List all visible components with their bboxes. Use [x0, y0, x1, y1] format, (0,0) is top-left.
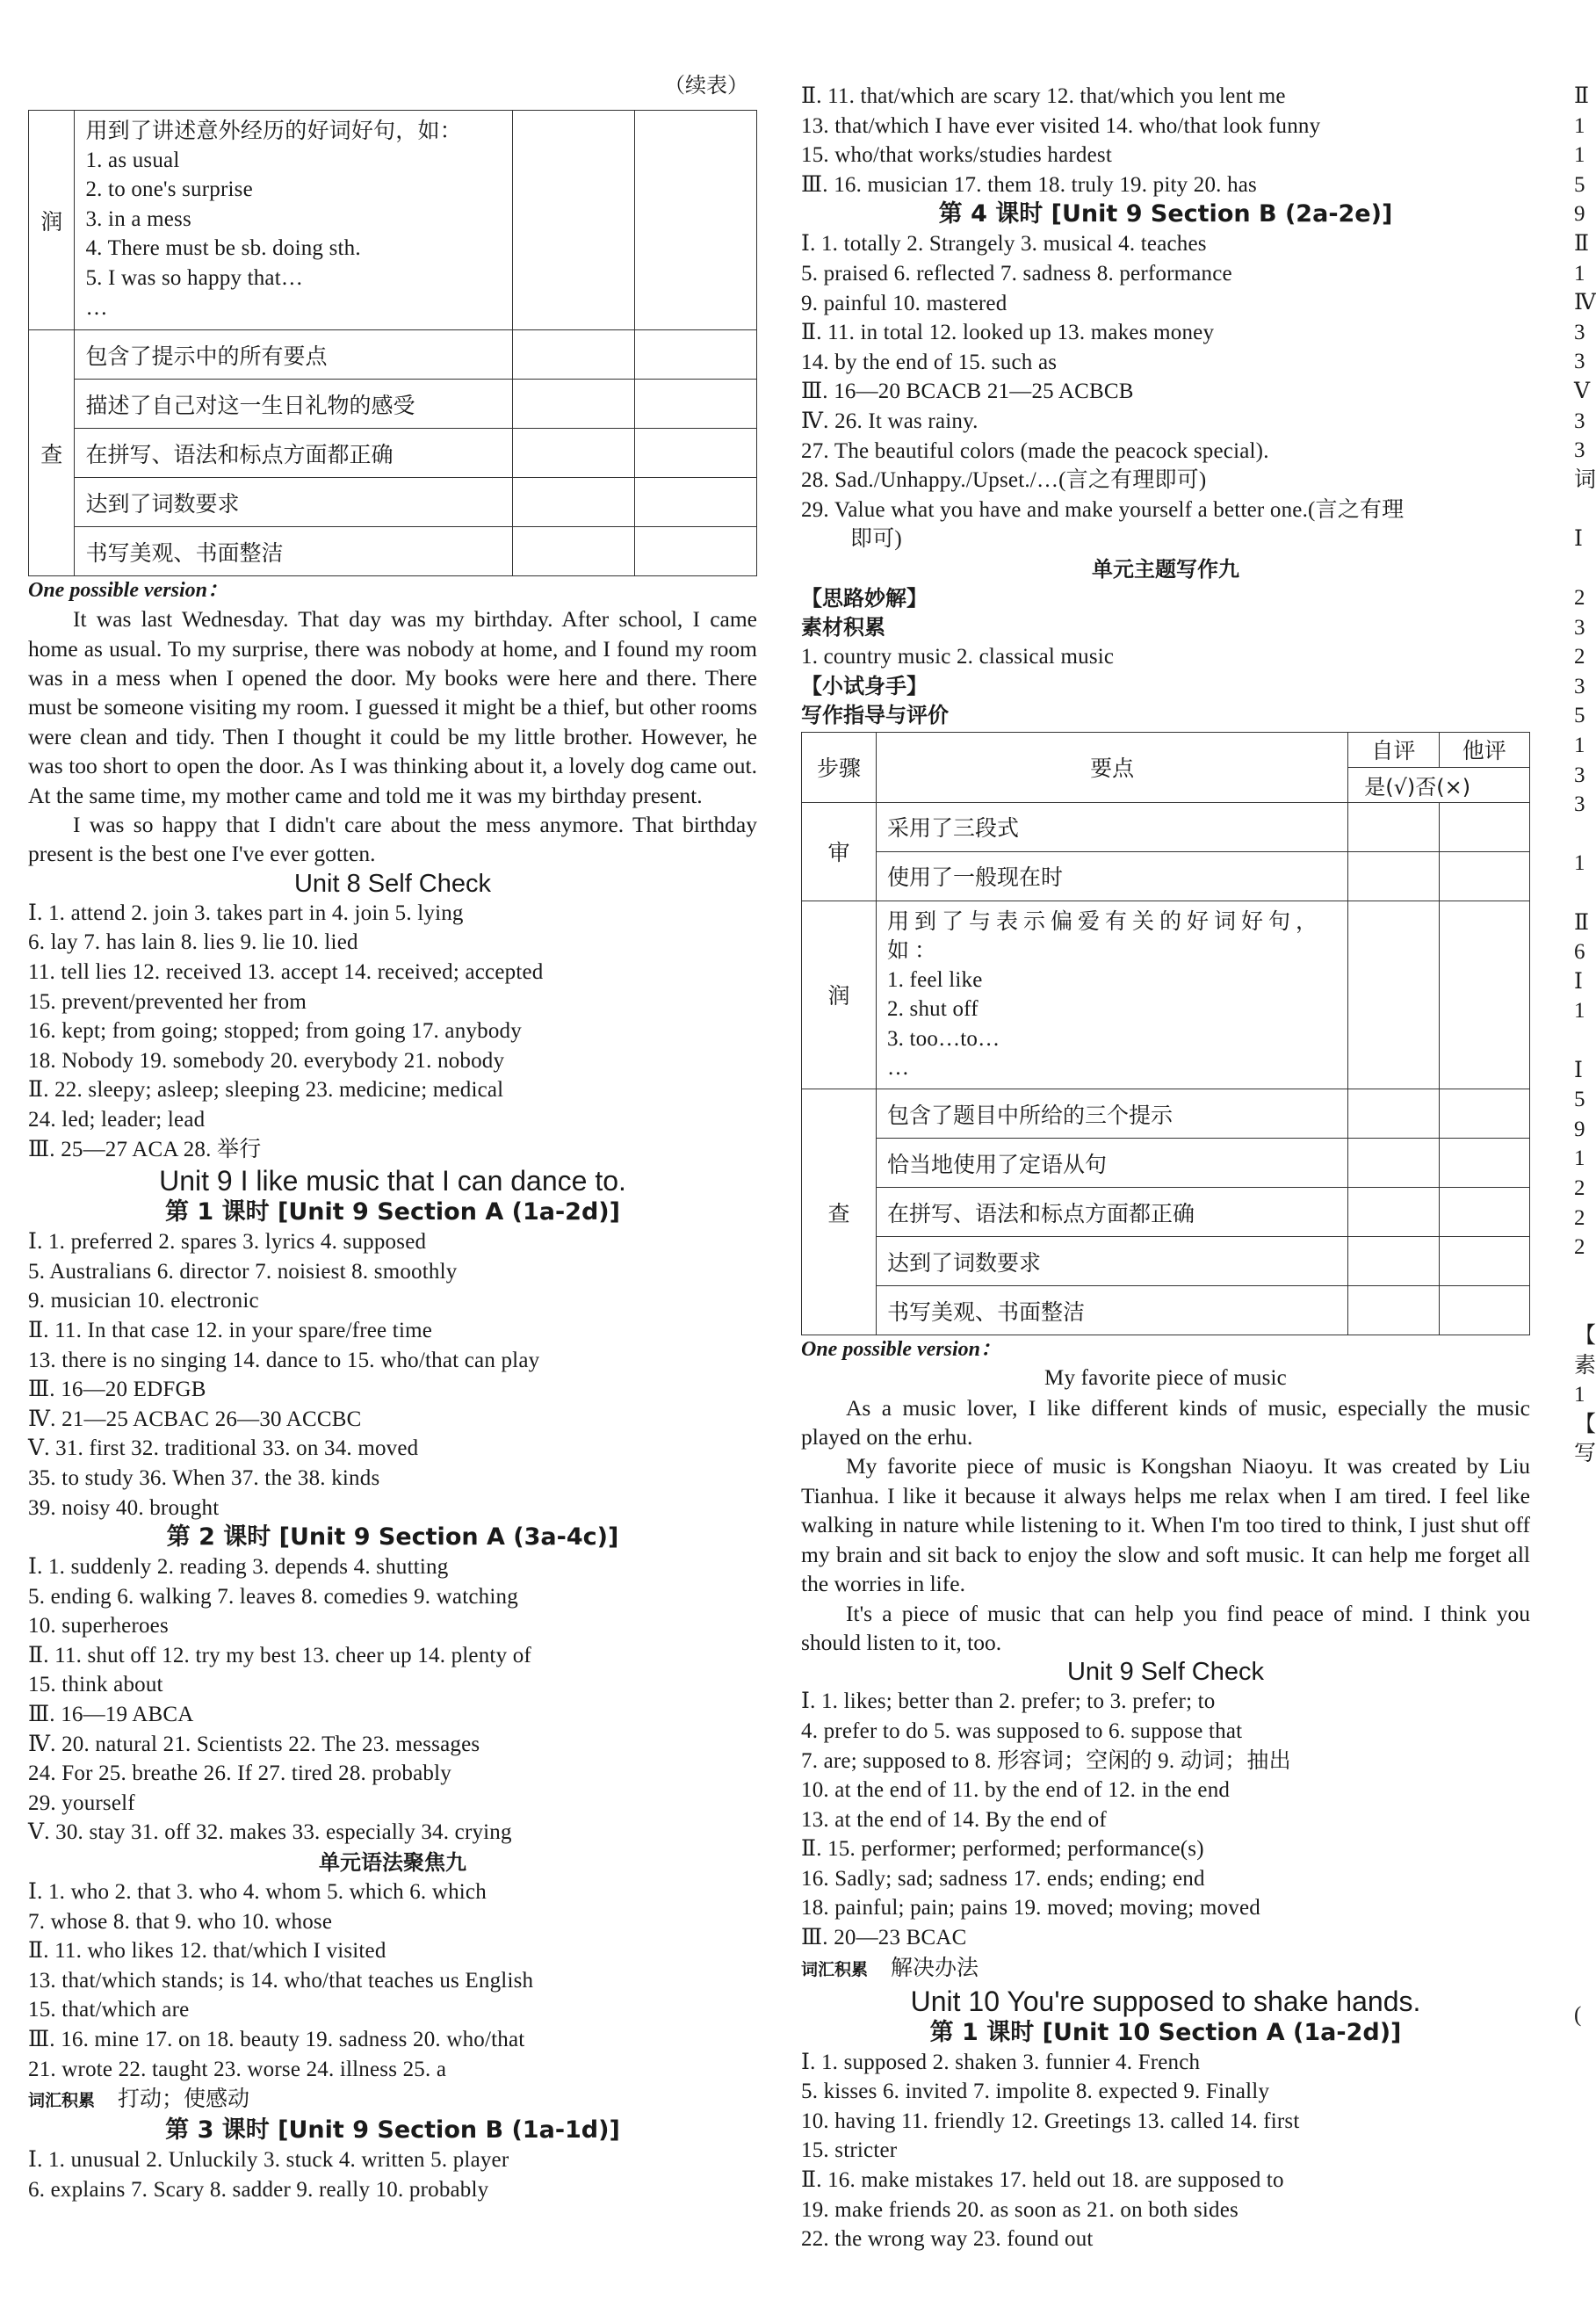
- answer-line: Ⅰ. 1. supposed 2. shaken 3. funnier 4. French: [801, 2050, 1201, 2074]
- cha-label: 查: [802, 1089, 877, 1335]
- edge-char: Ⅰ: [1574, 526, 1583, 551]
- answer-line: Ⅲ. 16—20 EDFGB: [28, 1378, 206, 1402]
- edge-char: 1: [1574, 999, 1585, 1024]
- edge-char: [1574, 1587, 1589, 1617]
- edge-char: 1: [1574, 1147, 1585, 1171]
- answer-line: 16. kept; from going; stopped; from going 17. anybody: [28, 1019, 522, 1044]
- lesson1-answers: [28, 1227, 757, 1523]
- answer-line: 5. ending 6. walking 7. leaves 8. comedies 9. watching: [28, 1584, 518, 1609]
- answer-line: 5. kisses 6. invited 7. impolite 8. expected 9. Finally: [801, 2080, 1270, 2104]
- vocab-note: [801, 1953, 1530, 1985]
- answer-line: Ⅰ. 1. preferred 2. spares 3. lyrics 4. supposed: [28, 1230, 427, 1255]
- edge-char: Ⅰ: [1574, 1058, 1583, 1082]
- edge-char: 【: [1574, 1323, 1596, 1348]
- vocab-note: [28, 2084, 757, 2116]
- check-item: 描述了自己对这一生日礼物的感受: [75, 380, 513, 429]
- edge-char: 1: [1574, 261, 1585, 286]
- answer-line: Ⅱ. 11. In that case 12. in your spare/free time: [28, 1318, 433, 1342]
- lesson2-title: 第 2 课时 [Unit 9 Section A (3a-4c)]: [166, 1523, 619, 1552]
- yes-no-header: 是(√)否(×): [1348, 767, 1530, 802]
- run-point: 4. There must be sb. doing sth.: [85, 236, 361, 261]
- answer-line: 14. by the end of 15. such as: [801, 350, 1058, 374]
- answer-line: 18. Nobody 19. somebody 20. everybody 21. nobody: [28, 1048, 505, 1073]
- edge-char: Ⅰ: [1574, 969, 1583, 994]
- answer-line: 10. having 11. friendly 12. Greetings 13. called 14. first: [801, 2109, 1300, 2133]
- edge-char: [1574, 1026, 1589, 1056]
- middle-column: [801, 82, 1530, 2254]
- edge-char: 词: [1574, 467, 1596, 492]
- edge-char: [1574, 1853, 1589, 1883]
- edge-char: [1574, 2088, 1589, 2118]
- answer-line: Ⅴ. 30. stay 31. off 32. makes 33. especially 34. crying: [28, 1820, 512, 1845]
- edge-char: [1574, 2148, 1589, 2178]
- lesson3-answers: [28, 2145, 757, 2204]
- lesson3-title: 第 3 课时 [Unit 9 Section B (1a-1d)]: [165, 2116, 620, 2145]
- run-point: 3. in a mess: [85, 206, 191, 231]
- lesson3-answers-continued: [801, 82, 1530, 199]
- answer-line: Ⅱ. 16. make mistakes 17. held out 18. are supposed to: [801, 2168, 1284, 2193]
- vocab-label: 词汇积累: [28, 2091, 96, 2111]
- answer-line: Ⅴ. 31. first 32. traditional 33. on 34. moved: [28, 1436, 419, 1461]
- edge-char: [1574, 1646, 1589, 1675]
- edge-char: [1574, 1882, 1589, 1912]
- edge-char: 3: [1574, 320, 1585, 344]
- edge-char: 9: [1574, 1117, 1585, 1141]
- essay-paragraph: It's a piece of music that can help you find peace of mind. I think you should listen to it, too.: [801, 1600, 1530, 1655]
- unit9-title: Unit 9 I like music that I can dance to.: [159, 1165, 626, 1197]
- edge-char: (: [1574, 2002, 1582, 2027]
- run-point: …: [85, 295, 108, 320]
- answer-line: 13. there is no singing 14. dance to 15. who/that can play: [28, 1348, 540, 1372]
- edge-char: 9: [1574, 202, 1585, 227]
- answer-line: 35. to study 36. When 37. the 38. kinds: [28, 1465, 380, 1490]
- answer-line: Ⅲ. 16—19 ABCA: [28, 1703, 194, 1727]
- edge-char: Ⅳ: [1574, 291, 1596, 315]
- answer-line: Ⅲ. 16. mine 17. on 18. beauty 19. sadness 20. who/that: [28, 2028, 525, 2051]
- answer-line: 6. explains 7. Scary 8. sadder 9. really 10. probably: [28, 2177, 489, 2202]
- answer-line: Ⅱ. 11. shut off 12. try my best 13. cheer up 14. plenty of: [28, 1643, 531, 1667]
- one-possible-version-label: One possible version：: [801, 1338, 1001, 1362]
- answer-line: 15. that/which are: [28, 1998, 190, 2022]
- right-edge-cut-column: [1574, 82, 1596, 2266]
- one-possible-version-label: One possible version：: [28, 579, 228, 603]
- edge-char: [1574, 495, 1589, 524]
- answer-line: Ⅲ. 25—27 ACA 28. 举行: [28, 1137, 262, 1161]
- edge-char: [1574, 1469, 1589, 1499]
- edge-char: 素: [1574, 1353, 1596, 1378]
- essay-title: My favorite piece of music: [1044, 1366, 1287, 1391]
- vocab-text: 打动；使感动: [118, 2086, 250, 2112]
- guide-label: 写作指导与评价: [801, 702, 949, 727]
- cha-item: 包含了题目中所给的三个提示: [876, 1089, 1347, 1139]
- edge-char: 3: [1574, 409, 1585, 433]
- edge-char: 5: [1574, 1088, 1585, 1112]
- answer-line: 9. musician 10. electronic: [28, 1289, 259, 1313]
- shen-label: 审: [802, 802, 877, 901]
- edge-char: [1574, 1823, 1589, 1853]
- grammar-answers: [28, 1877, 757, 2084]
- edge-char: [1574, 2236, 1589, 2266]
- edge-char: 3: [1574, 792, 1585, 817]
- answer-line: 4. prefer to do 5. was supposed to 6. suppose that: [801, 1718, 1243, 1743]
- answer-line: 即可): [850, 527, 902, 552]
- answer-line: 5. Australians 6. director 7. noisiest 8. smoothly: [28, 1259, 458, 1284]
- answer-line: 24. led; leader; lead: [28, 1107, 206, 1132]
- unit10-lesson1-title: 第 1 课时 [Unit 10 Section A (1a-2d)]: [929, 2018, 1402, 2046]
- answer-line: 24. For 25. breathe 26. If 27. tired 28. probably: [28, 1761, 451, 1786]
- edge-char: [1574, 820, 1589, 850]
- edge-char: 1: [1574, 851, 1585, 876]
- cha-item: 书写美观、书面整洁: [876, 1286, 1347, 1335]
- edge-char: [1574, 2207, 1589, 2237]
- edge-char: 3: [1574, 350, 1585, 374]
- run-points-2: [876, 901, 1347, 1089]
- answer-line: 13. that/which I have ever visited 14. who/that look funny: [801, 113, 1321, 138]
- edge-char: 2: [1574, 586, 1585, 611]
- answer-line: 15. stricter: [801, 2138, 898, 2163]
- answer-line: 13. that/which stands; is 14. who/that teaches us English: [28, 1968, 534, 1993]
- unit9-self-check-title: Unit 9 Self Check: [1066, 1658, 1265, 1687]
- edge-char: 写: [1574, 1442, 1596, 1466]
- evaluation-table-2: [801, 732, 1530, 1336]
- essay-paragraph: My favorite piece of music is Kongshan Niaoyu. It was created by Liu Tianhua. I like it because it always helps me relax when I am tired. I feel like walking in nature while listening to it. When I'm too tired to think, I just shut off my brain and sit back to enjoy the slow and soft music. It can help me forget all the worries in life.: [801, 1453, 1530, 1597]
- edge-char: [1574, 1941, 1589, 1971]
- writing-title: 单元主题写作九: [1092, 556, 1239, 582]
- lesson4-answers: [801, 229, 1530, 554]
- edge-char: 1: [1574, 143, 1585, 168]
- answer-line: Ⅰ. 1. likes; better than 2. prefer; to 3. prefer; to: [801, 1689, 1216, 1714]
- edge-char: 3: [1574, 763, 1585, 787]
- run-point: 用到了与表示偏爱有关的好词好句，如：: [886, 908, 1323, 964]
- essay-paragraph: I was so happy that I didn't care about the mess anymore. That birthday present is the best one I've ever gotten.: [28, 812, 757, 867]
- grammar-title: 单元语法聚焦九: [319, 1850, 466, 1876]
- edge-char: Ⅱ: [1574, 231, 1589, 256]
- answer-line: Ⅲ. 16. musician 17. them 18. truly 19. pity 20. has: [801, 172, 1257, 197]
- answer-line: Ⅰ. 1. suddenly 2. reading 3. depends 4. shutting: [28, 1555, 449, 1580]
- answer-line: 10. superheroes: [28, 1614, 169, 1638]
- run-point: 用到了讲述意外经历的好词好句，如：: [85, 118, 462, 143]
- lesson1-title: 第 1 课时 [Unit 9 Section A (1a-2d)]: [165, 1198, 620, 1226]
- answer-line: 9. painful 10. mastered: [801, 291, 1007, 315]
- answer-line: 7. whose 8. that 9. who 10. whose: [28, 1909, 333, 1934]
- run-point: 1. as usual: [85, 148, 180, 172]
- edge-char: [1574, 1734, 1589, 1764]
- edge-char: Ⅱ: [1574, 910, 1589, 935]
- edge-char: [1574, 1675, 1589, 1705]
- check-item: 在拼写、语法和标点方面都正确: [75, 429, 513, 478]
- answer-line: Ⅱ. 11. who likes 12. that/which I visited: [28, 1939, 386, 1964]
- check-item: 包含了提示中的所有要点: [75, 330, 513, 380]
- answer-line: 10. at the end of 11. by the end of 12. in the end: [801, 1778, 1231, 1803]
- edge-char: [1574, 1262, 1589, 1292]
- cha-item: 在拼写、语法和标点方面都正确: [876, 1188, 1347, 1237]
- edge-char: [1574, 2029, 1589, 2059]
- answer-line: 16. Sadly; sad; sadness 17. ends; ending; end: [801, 1866, 1205, 1891]
- answer-line: Ⅲ. 16—20 BCACB 21—25 ACBCB: [801, 380, 1134, 404]
- cha-item: 达到了词数要求: [876, 1237, 1347, 1286]
- edge-char: 3: [1574, 615, 1585, 640]
- answer-line: 29. yourself: [28, 1790, 135, 1815]
- answer-line: 6. lay 7. has lain 8. lies 9. lie 10. lied: [28, 930, 358, 955]
- self-eval-cell: [513, 111, 635, 330]
- edge-char: [1574, 2177, 1589, 2207]
- run-point: 3. too…to…: [886, 1026, 1000, 1051]
- peer-eval-cell: [635, 111, 757, 330]
- unit8-self-check-answers: [28, 899, 757, 1164]
- unit10-lesson1-answers: [801, 2048, 1530, 2254]
- right-edge-chars: [1574, 82, 1596, 2266]
- shen-item: 使用了一般现在时: [876, 851, 1347, 901]
- answer-line: 28. Sad./Unhappy./Upset./…(言之有理即可): [801, 468, 1207, 493]
- edge-char: 3: [1574, 674, 1585, 698]
- evaluation-table-1: [28, 110, 757, 576]
- edge-char: [1574, 1912, 1589, 1942]
- unit8-self-check-title: Unit 8 Self Check: [293, 869, 492, 898]
- left-column: [28, 75, 757, 2204]
- run-points: [75, 111, 513, 330]
- answer-line: Ⅳ. 26. It was rainy.: [801, 409, 979, 433]
- answer-line: 21. wrote 22. taught 23. worse 24. illness 25. a: [28, 2057, 447, 2081]
- answer-line: 13. at the end of 14. By the end of: [801, 1807, 1107, 1832]
- edge-char: 6: [1574, 940, 1585, 965]
- run-point: 2. shut off: [886, 997, 979, 1022]
- material-line: 1. country music 2. classical music: [801, 644, 1115, 669]
- edge-char: [1574, 1764, 1589, 1794]
- edge-char: [1574, 554, 1589, 584]
- edge-char: 5: [1574, 172, 1585, 197]
- edge-char: Ⅱ: [1574, 84, 1589, 108]
- answer-line: 19. make friends 20. as soon as 21. on both sides: [801, 2197, 1239, 2222]
- answer-line: Ⅳ. 20. natural 21. Scientists 22. The 23. messages: [28, 1732, 480, 1756]
- answer-line: 22. the wrong way 23. found out: [801, 2227, 1094, 2252]
- practice-label: 【小试身手】: [801, 673, 928, 698]
- points-header: 要点: [876, 732, 1347, 802]
- answer-line: 5. praised 6. reflected 7. sadness 8. performance: [801, 261, 1232, 286]
- tips-label: 【思路妙解】: [801, 585, 928, 611]
- edge-char: Ⅴ: [1574, 379, 1591, 403]
- self-eval-header: 自评: [1348, 732, 1439, 767]
- answer-line: Ⅰ. 1. totally 2. Strangely 3. musical 4. teaches: [801, 232, 1207, 257]
- edge-char: 1: [1574, 734, 1585, 758]
- answer-line: Ⅱ. 11. that/which are scary 12. that/which you lent me: [801, 84, 1286, 108]
- answer-line: Ⅰ. 1. who 2. that 3. who 4. whom 5. which 6. which: [28, 1880, 487, 1905]
- answer-line: Ⅰ. 1. unusual 2. Unluckily 3. stuck 4. written 5. player: [28, 2148, 509, 2173]
- run-point: 5. I was so happy that…: [85, 265, 304, 290]
- edge-char: [1574, 1971, 1589, 2000]
- edge-char: 1: [1574, 113, 1585, 138]
- continued-label: （续表）: [664, 73, 748, 98]
- lesson4-title: 第 4 课时 [Unit 9 Section B (2a-2e)]: [938, 200, 1393, 228]
- edge-char: [1574, 2059, 1589, 2089]
- edge-char: [1574, 1499, 1589, 1529]
- edge-char: [1574, 1617, 1589, 1646]
- run-point: 2. to one's surprise: [85, 177, 253, 202]
- answer-line: Ⅱ. 15. performer; performed; performance(s): [801, 1837, 1204, 1862]
- answer-line: 15. who/that works/studies hardest: [801, 143, 1112, 168]
- answer-line: Ⅳ. 21—25 ACBAC 26—30 ACCBC: [28, 1407, 362, 1431]
- edge-char: [1574, 2118, 1589, 2148]
- edge-char: [1574, 1291, 1589, 1321]
- answer-line: 18. painful; pain; pains 19. moved; moving; moved: [801, 1896, 1260, 1921]
- check-item: 达到了词数要求: [75, 478, 513, 527]
- edge-char: [1574, 1528, 1589, 1558]
- edge-char: 2: [1574, 1205, 1585, 1230]
- answer-line: 29. Value what you have and make yourself a better one.(言之有理: [801, 497, 1405, 522]
- answer-line: 15. prevent/prevented her from: [28, 989, 307, 1014]
- check-item: 书写美观、书面整洁: [75, 527, 513, 576]
- lesson2-answers: [28, 1552, 757, 1848]
- answer-line: Ⅲ. 20—23 BCAC: [801, 1926, 967, 1950]
- vocab-label: 词汇积累: [801, 1959, 869, 1979]
- shen-item: 采用了三段式: [876, 802, 1347, 851]
- edge-char: 1: [1574, 1383, 1585, 1407]
- answer-line: Ⅱ. 22. sleepy; asleep; sleeping 23. medicine; medical: [28, 1078, 504, 1103]
- edge-char: 2: [1574, 645, 1585, 669]
- edge-char: [1574, 879, 1589, 908]
- answer-line: 15. think about: [28, 1673, 163, 1697]
- essay-paragraph: As a music lover, I like different kinds of music, especially the music played on the erhu.: [801, 1394, 1530, 1450]
- unit10-title: Unit 10 You're supposed to shake hands.: [910, 1985, 1421, 2017]
- run-point: 1. feel like: [886, 967, 983, 992]
- edge-char: 2: [1574, 1175, 1585, 1200]
- answer-line: 7. are; supposed to 8. 形容词；空闲的 9. 动词；抽出: [801, 1748, 1291, 1773]
- step-header: 步骤: [802, 732, 877, 802]
- run-point: …: [886, 1056, 910, 1081]
- check-label: 查: [29, 330, 75, 576]
- answer-line: 27. The beautiful colors (made the peacock special).: [801, 438, 1269, 463]
- edge-char: [1574, 1793, 1589, 1823]
- edge-char: [1574, 1558, 1589, 1588]
- cha-item: 恰当地使用了定语从句: [876, 1139, 1347, 1188]
- edge-char: 5: [1574, 704, 1585, 728]
- essay-paragraph: It was last Wednesday. That day was my birthday. After school, I came home as usual. To my surprise, there was nobody at home, and I found my room was in a mess when I opened the door. My books were here and there. There must be someone visiting my room. I guessed it might be a thief, but other rooms were clean and tidy. Then I thought it could be my little brother. However, he was too short to open the door. As I was thinking about it, a lovely dog came out. At the same time, my mother came and told me it was my birthday present.: [28, 606, 757, 808]
- answer-line: Ⅱ. 11. in total 12. looked up 13. makes money: [801, 321, 1215, 345]
- edge-char: 【: [1574, 1412, 1596, 1436]
- unit9-self-check-answers: [801, 1687, 1530, 1952]
- vocab-text: 解决办法: [891, 1954, 979, 1980]
- edge-char: 2: [1574, 1235, 1585, 1260]
- edge-char: [1574, 1705, 1589, 1735]
- edge-char: 3: [1574, 438, 1585, 463]
- run-label: 润: [29, 111, 75, 330]
- peer-eval-header: 他评: [1439, 732, 1529, 767]
- answer-line: 39. noisy 40. brought: [28, 1495, 220, 1520]
- answer-line: Ⅰ. 1. attend 2. join 3. takes part in 4. join 5. lying: [28, 901, 464, 925]
- answer-line: 11. tell lies 12. received 13. accept 14. received; accepted: [28, 960, 544, 984]
- run-label-2: 润: [802, 901, 877, 1089]
- material-label: 素材积累: [801, 614, 885, 640]
